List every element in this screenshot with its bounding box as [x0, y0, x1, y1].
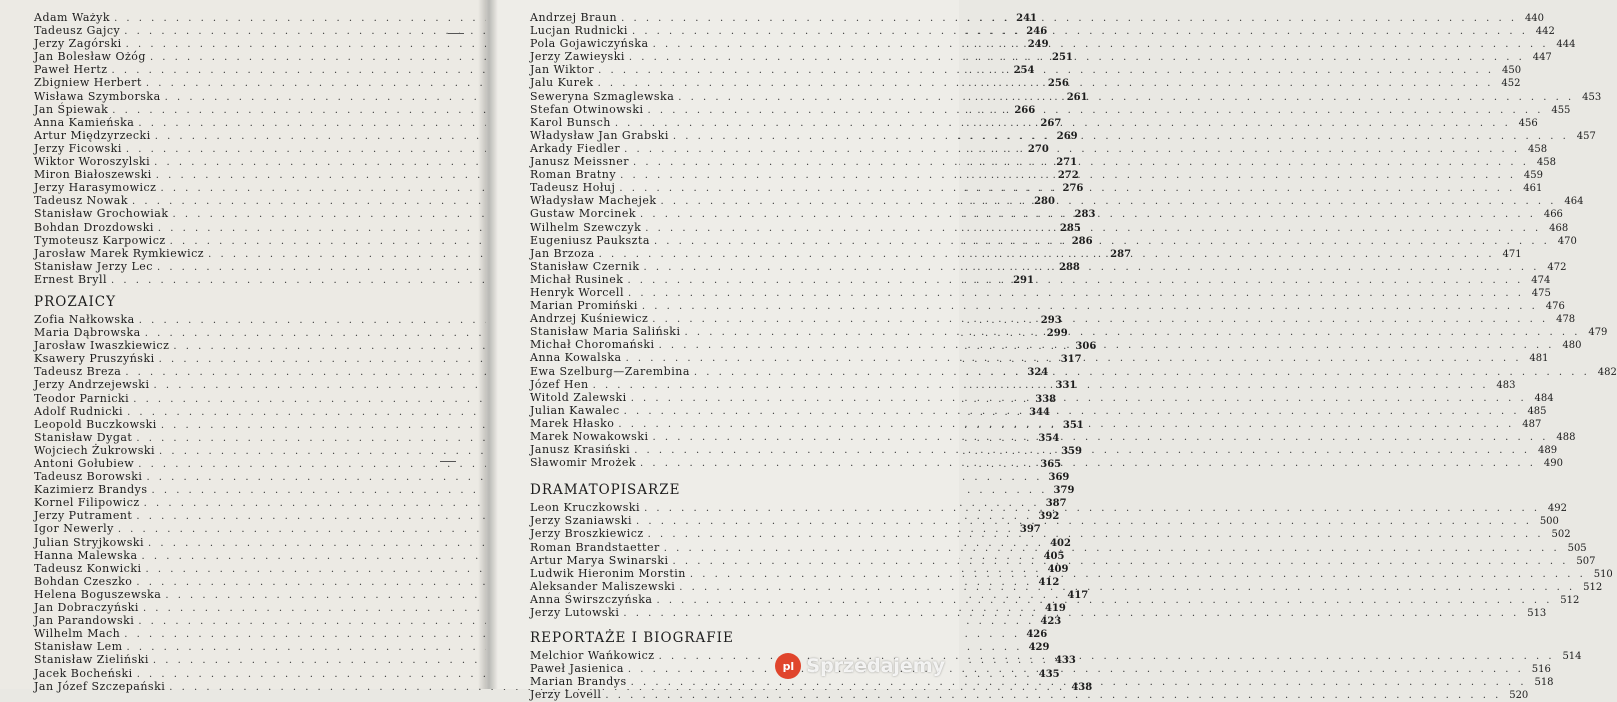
- page-number: 520: [1509, 690, 1529, 702]
- author-name: Igor Newerly: [34, 522, 114, 536]
- dot-leader: [640, 457, 1533, 470]
- author-name: Zofia Nałkowska: [34, 312, 135, 326]
- page-number: 490: [1543, 458, 1563, 470]
- page-number: 442: [1535, 26, 1555, 38]
- author-name: Marek Hłasko: [530, 416, 615, 430]
- page-number: 351: [1062, 419, 1084, 431]
- dot-leader: [631, 392, 1524, 405]
- watermark-badge: pl: [775, 653, 801, 679]
- author-name: Stanisław Dygat: [34, 430, 133, 444]
- page-number: 478: [1556, 314, 1576, 326]
- dot-leader: [624, 143, 1517, 156]
- page-number: 476: [1545, 301, 1565, 313]
- author-name: Ernest Bryll: [34, 272, 108, 286]
- author-name: Wilhelm Mach: [34, 627, 121, 641]
- author-name: Marian Brandys: [530, 675, 627, 689]
- author-name: Artur Marya Swinarski: [530, 553, 669, 567]
- page-number: 458: [1528, 143, 1548, 155]
- author-name: Michał Choromański: [530, 338, 655, 352]
- page-number: 412: [1038, 576, 1060, 588]
- page-number: 287: [1110, 248, 1132, 260]
- page-number: 457: [1576, 130, 1596, 142]
- page-number: 283: [1074, 209, 1096, 221]
- dot-leader: [628, 663, 1521, 676]
- author-name: Władysław Jan Grabski: [530, 128, 669, 142]
- page-number: 482: [1597, 366, 1617, 378]
- dot-leader: [679, 581, 1572, 594]
- dot-leader: [661, 195, 1554, 208]
- page-number: 452: [1501, 78, 1521, 90]
- page-number: 507: [1576, 555, 1596, 567]
- author-name: Andrzej Kuśniewicz: [530, 312, 649, 326]
- page-number: 474: [1531, 274, 1551, 286]
- dot-leader: [633, 156, 1526, 169]
- page-number: 344: [1029, 406, 1050, 418]
- page-number: 417: [1067, 589, 1089, 601]
- author-name: Jarosław Marek Rymkiewicz: [34, 246, 205, 260]
- page-number: 516: [1531, 664, 1551, 676]
- page-number: 324: [1027, 367, 1049, 379]
- page-number: 409: [1047, 563, 1069, 575]
- page-number: 293: [1040, 314, 1062, 326]
- page-number: 461: [1523, 183, 1543, 195]
- dot-leader: [618, 418, 1511, 431]
- dot-leader: [690, 568, 1583, 581]
- author-name: Sławomir Mrożek: [530, 456, 637, 470]
- page-number: 435: [1038, 668, 1060, 680]
- dot-leader: [685, 326, 1578, 339]
- author-name: Jan Śpiewak: [34, 102, 109, 116]
- page-number: 500: [1539, 516, 1559, 528]
- page-number: 256: [1047, 78, 1069, 90]
- author-name: Zbigniew Herbert: [34, 76, 142, 90]
- page-number: 513: [1527, 608, 1547, 620]
- author-name: Anna Świrszczyńska: [530, 592, 653, 606]
- dot-leader: [632, 25, 1525, 38]
- author-name: Miron Białoszewski: [34, 168, 152, 182]
- dot-leader: [619, 182, 1512, 195]
- author-name: Stanisław Czernik: [530, 259, 640, 273]
- page-number: 291: [1013, 274, 1034, 286]
- author-name: Stanisław Lem: [34, 640, 123, 654]
- page-number: 470: [1557, 235, 1577, 247]
- author-name: Helena Boguszewska: [34, 587, 162, 601]
- toc-entry: [530, 299, 1565, 313]
- page-number: 471: [1502, 248, 1522, 260]
- page-number: 464: [1564, 196, 1584, 208]
- author-name: Jalu Kurek: [530, 76, 594, 90]
- page-number: 485: [1527, 405, 1547, 417]
- page-number: 492: [1547, 503, 1567, 515]
- author-name: Jerzy Ficowski: [34, 141, 122, 155]
- author-name: Kazimierz Brandys: [34, 483, 148, 497]
- page-number: 405: [1043, 550, 1065, 562]
- page-number: 359: [1061, 445, 1082, 457]
- page-number: 261: [1066, 91, 1088, 103]
- author-name: Pola Gojawiczyńska: [530, 37, 649, 51]
- page-number: 512: [1583, 581, 1603, 593]
- page-number: 276: [1062, 183, 1084, 195]
- page-number: 483: [1496, 379, 1516, 391]
- page-number: 512: [1560, 594, 1580, 606]
- author-name: Władysław Machejek: [530, 194, 657, 208]
- page-number: 338: [1035, 393, 1057, 405]
- author-name: Teodor Parnicki: [34, 391, 130, 405]
- author-name: Roman Brandstaetter: [530, 540, 660, 554]
- page-number: 317: [1060, 354, 1082, 366]
- dot-leader: [620, 169, 1513, 182]
- page-number: 456: [1518, 117, 1538, 129]
- author-name: Jan Bolesław Ożóg: [34, 50, 146, 64]
- page-number: 484: [1534, 392, 1554, 404]
- page-number: 365: [1040, 459, 1062, 470]
- dot-leader: [640, 208, 1533, 221]
- page-number: 514: [1562, 651, 1582, 663]
- page-number: 271: [1056, 157, 1078, 169]
- author-name: Ludwik Hieronim Morstin: [530, 566, 686, 580]
- author-name: Kornel Filipowicz: [34, 496, 140, 510]
- dot-leader: [605, 689, 1498, 702]
- author-name: Seweryna Szmaglewska: [530, 89, 675, 103]
- page-number: 426: [1026, 629, 1048, 641]
- author-name: Jan Józef Szczepański: [34, 679, 166, 693]
- author-name: Julian Stryjkowski: [34, 535, 145, 549]
- page-number: 433: [1054, 655, 1076, 667]
- section-heading-dramatopisarze: DRAMATOPISARZE: [530, 482, 681, 499]
- page-number: 306: [1075, 341, 1097, 353]
- page-number: 266: [1014, 104, 1036, 116]
- page-number: 379: [1053, 485, 1075, 497]
- dot-leader: [626, 352, 1519, 365]
- author-name: Melchior Wańkowicz: [530, 649, 655, 663]
- dot-leader: [598, 64, 1491, 77]
- dot-leader: [654, 235, 1547, 248]
- dot-leader: [664, 542, 1557, 555]
- toc-entry: [34, 470, 1070, 484]
- author-name: Witold Zalewski: [530, 390, 627, 404]
- author-name: Stanisław Grochowiak: [34, 207, 169, 221]
- dot-leader: [624, 405, 1517, 418]
- page-number: 429: [1028, 642, 1050, 654]
- page-number: 518: [1534, 677, 1554, 689]
- page-number: 270: [1027, 143, 1049, 155]
- author-name: Tadeusz Breza: [34, 365, 122, 379]
- author-name: Maria Dąbrowska: [34, 326, 141, 340]
- toc-entry: [530, 285, 1551, 299]
- page-number: 423: [1040, 616, 1062, 628]
- dot-leader: [653, 38, 1546, 51]
- page-number: 479: [1588, 327, 1608, 339]
- author-name: Janusz Krasiński: [530, 443, 631, 457]
- page-number: 505: [1567, 542, 1587, 554]
- page-number: 488: [1556, 432, 1576, 443]
- author-name: Jerzy Zagórski: [34, 37, 122, 51]
- page-number: 285: [1059, 222, 1081, 234]
- dot-leader: [673, 555, 1566, 568]
- dot-leader: [627, 274, 1520, 287]
- dot-leader: [642, 300, 1535, 313]
- page-number: 480: [1562, 340, 1582, 352]
- dot-leader: [631, 676, 1524, 689]
- author-name: Wiktor Woroszylski: [34, 155, 151, 169]
- page-number: 466: [1543, 209, 1563, 221]
- toc-entry: [530, 688, 1529, 702]
- author-name: Henryk Worcell: [530, 285, 624, 299]
- author-name: Jerzy Putrament: [34, 509, 133, 523]
- page-number: 455: [1551, 104, 1571, 116]
- section-heading-reportaze: REPORTAŻE I BIOGRAFIE: [530, 630, 734, 647]
- page-number: 450: [1501, 65, 1522, 77]
- dot-leader: [621, 12, 1514, 25]
- page-number: 286: [1071, 235, 1093, 247]
- author-name: Jan Parandowski: [34, 614, 135, 628]
- author-name: Arkady Fiedler: [530, 141, 621, 155]
- page-number: 354: [1038, 432, 1060, 444]
- toc-entry: [34, 640, 1050, 654]
- dot-leader: [644, 502, 1537, 515]
- toc-entry: [34, 614, 1062, 628]
- author-name: Tadeusz Gajcy: [34, 24, 121, 38]
- author-name: Leon Kruczkowski: [530, 501, 641, 515]
- author-name: Gustaw Morcinek: [530, 207, 636, 221]
- author-name: Karol Bunsch: [530, 115, 611, 129]
- dot-leader: [615, 117, 1508, 130]
- author-name: Antoni Gołubiew: [34, 457, 135, 470]
- page-number: 269: [1056, 130, 1078, 142]
- author-name: Stefan Otwinowski: [530, 102, 644, 116]
- author-name: Bohdan Czeszko: [34, 574, 133, 588]
- author-name: Jarosław Iwaszkiewicz: [34, 339, 170, 353]
- author-name: Paweł Hertz: [34, 63, 108, 77]
- author-name: Marek Nowakowski: [530, 430, 649, 443]
- dot-leader: [629, 51, 1522, 64]
- page-number: 254: [1013, 65, 1035, 77]
- author-name: Bohdan Drozdowski: [34, 220, 154, 234]
- author-name: Józef Hen: [530, 377, 589, 391]
- page-number: 241: [1016, 13, 1037, 24]
- author-name: Artur Międzyrzecki: [34, 128, 151, 142]
- dot-leader: [598, 77, 1491, 90]
- author-name: Wisława Szymborska: [34, 89, 161, 103]
- author-name: Jerzy Lutowski: [530, 606, 620, 620]
- page-number: 419: [1044, 603, 1066, 615]
- watermark-text: Sprzedajemy: [806, 655, 945, 677]
- page-number: 440: [1524, 13, 1545, 24]
- page-number: 280: [1034, 196, 1055, 208]
- dot-leader: [673, 130, 1566, 143]
- dot-leader: [636, 515, 1529, 528]
- author-name: Tadeusz Konwicki: [34, 561, 142, 575]
- page-number: 299: [1046, 328, 1068, 340]
- author-name: Michał Rusinek: [530, 272, 624, 286]
- dot-leader: [644, 261, 1537, 274]
- author-name: Tymoteusz Karpowicz: [34, 233, 166, 247]
- dot-leader: [623, 607, 1516, 620]
- page-number: 267: [1040, 117, 1062, 129]
- dot-leader: [694, 366, 1587, 379]
- author-name: Jerzy Broszkiewicz: [530, 527, 644, 541]
- author-name: Jan Wiktor: [530, 63, 595, 77]
- author-name: Stanisław Maria Saliński: [530, 325, 681, 339]
- dot-leader: [659, 339, 1552, 352]
- page-number: 251: [1052, 52, 1073, 64]
- watermark: [775, 653, 945, 679]
- author-name: Julian Kawalec: [530, 403, 620, 417]
- author-name: Jerzy Andrzejewski: [34, 378, 150, 392]
- page-number: 481: [1529, 353, 1549, 365]
- author-name: Tadeusz Nowak: [34, 194, 129, 208]
- dot-leader: [652, 313, 1545, 326]
- author-name: Andrzej Braun: [530, 11, 618, 24]
- dot-leader: [628, 287, 1521, 300]
- author-name: Stanisław Jerzy Lec: [34, 259, 153, 273]
- author-name: Jerzy Harasymowicz: [34, 181, 157, 195]
- page-number: 249: [1027, 39, 1049, 51]
- page-number: 444: [1556, 39, 1576, 51]
- page-number: 387: [1045, 498, 1067, 510]
- author-name: Jerzy Zawieyski: [530, 50, 625, 64]
- dot-leader: [653, 431, 1546, 444]
- author-name: Wilhelm Szewczyk: [530, 220, 642, 234]
- dot-leader: [593, 379, 1486, 392]
- page-number: 392: [1038, 511, 1060, 523]
- author-name: Ksawery Pruszyński: [34, 352, 155, 366]
- author-name: Stanisław Zieliński: [34, 653, 149, 667]
- page-number: 288: [1059, 261, 1080, 273]
- page-number: 438: [1071, 681, 1093, 693]
- author-name: Jan Brzoza: [530, 246, 595, 260]
- author-name: Eugeniusz Paukszta: [530, 233, 650, 247]
- page-number: 487: [1522, 418, 1542, 430]
- book-spine-shadow: [478, 0, 498, 689]
- author-name: Paweł Jasienica: [530, 662, 624, 676]
- section-heading-prozaicy: PROZAICY: [34, 293, 117, 310]
- page-number: 453: [1582, 91, 1602, 103]
- page-number: 510: [1593, 568, 1613, 580]
- author-name: Anna Kowalska: [530, 351, 622, 365]
- author-name: Ewa Szelburg—Zarembina: [530, 364, 690, 378]
- page-number: 502: [1551, 529, 1571, 541]
- page-number: 458: [1536, 157, 1556, 169]
- author-name: Adam Ważyk: [34, 11, 111, 24]
- margin-dash: [440, 461, 456, 462]
- author-name: Jan Dobraczyński: [34, 601, 139, 615]
- dot-leader: [678, 91, 1571, 104]
- author-name: Wojciech Żukrowski: [34, 443, 156, 457]
- page-number: 402: [1050, 537, 1071, 549]
- dot-leader: [645, 222, 1538, 235]
- author-name: Jacek Bocheński: [34, 666, 133, 680]
- author-name: Tadeusz Borowski: [34, 470, 143, 484]
- author-name: Roman Bratny: [530, 168, 617, 182]
- page-number: 331: [1055, 380, 1077, 392]
- page-number: 459: [1523, 170, 1544, 182]
- page-number: 246: [1026, 26, 1048, 38]
- author-name: Hanna Malewska: [34, 548, 138, 562]
- author-name: Marian Promiński: [530, 299, 638, 313]
- page-number: 447: [1532, 52, 1552, 64]
- margin-dash: [448, 33, 464, 34]
- dot-leader: [634, 444, 1527, 457]
- page-number: 468: [1549, 222, 1569, 234]
- page-number: 475: [1531, 287, 1551, 299]
- author-name: Jerzy Lovell: [530, 688, 602, 702]
- author-name: Tadeusz Hołuj: [530, 181, 616, 195]
- page-number: 272: [1057, 170, 1079, 182]
- page-number: 472: [1547, 261, 1567, 273]
- author-name: Janusz Meissner: [530, 155, 630, 169]
- dot-leader: [648, 104, 1541, 117]
- dot-leader: [656, 594, 1549, 607]
- dot-leader: [648, 528, 1541, 541]
- page-number: 369: [1048, 472, 1070, 484]
- author-name: Leopold Buczkowski: [34, 417, 157, 431]
- author-name: Anna Kamieńska: [34, 115, 135, 129]
- page-number: 489: [1538, 445, 1558, 457]
- author-name: Adolf Rudnicki: [34, 404, 124, 418]
- author-name: Lucjan Rudnicki: [530, 24, 628, 38]
- page-number: 397: [1019, 524, 1041, 536]
- author-name: Jerzy Szaniawski: [530, 514, 632, 528]
- author-name: Aleksander Maliszewski: [530, 579, 676, 593]
- dot-leader: [599, 248, 1492, 261]
